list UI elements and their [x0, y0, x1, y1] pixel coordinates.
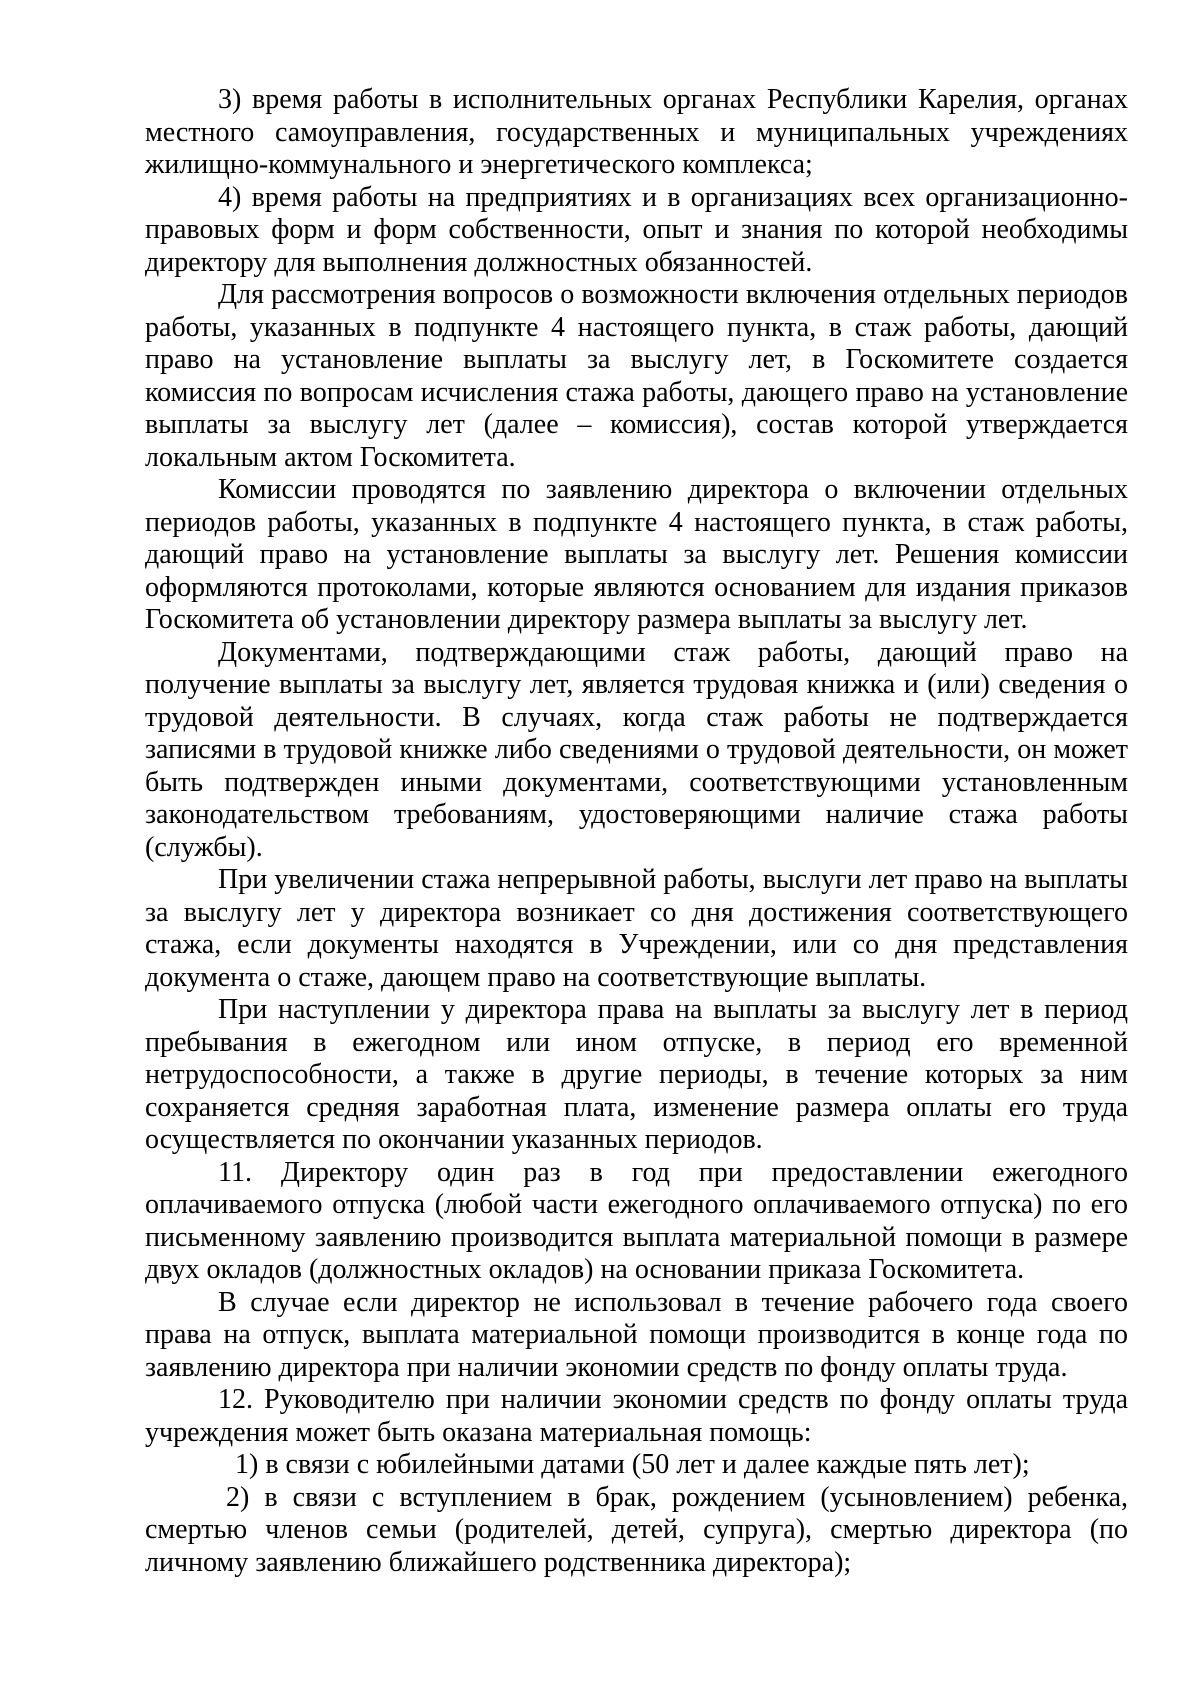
- document-body: [145, 84, 1128, 1579]
- paragraph-clause-11: 11. Директору один раз в год при предоставлении ежегодного оплачиваемого отпуска (любой части ежегодного оплачиваемого отпуска) по его письменному заявлению производится выплата материальной помощи в размере двух окладов (должностных окладов) на основании приказа Госкомитета.: [145, 1156, 1128, 1285]
- paragraph-seniority-increase: При увеличении стажа непрерывной работы, выслуги лет право на выплаты за выслугу лет у директора возникает со дня достижения соответствующего стажа, если документы находятся в Учреждении, или со дня представления документа о стаже, дающем право на соответствующие выплаты.: [145, 864, 1128, 993]
- paragraph-item-3: 3) время работы в исполнительных органах Республики Карелия, органах местного самоуправления, государственных и муниципальных учреждениях жилищно-коммунального и энергетического комплекса;: [145, 84, 1128, 180]
- paragraph-commission-procedure: Комиссии проводятся по заявлению директора о включении отдельных периодов работы, указанных в подпункте 4 настоящего пункта, в стаж работы, дающий право на установление выплаты за выслугу лет. Решения комиссии оформляются протоколами, которые являются основанием для издания приказов Госкомитета об установлении директору размера выплаты за выслугу лет.: [145, 474, 1128, 635]
- paragraph-subitem-2: 2) в связи с вступлением в брак, рождением (усыновлением) ребенка, смертью членов семьи (родителей, детей, супруга), смертью директора (по личному заявлению ближайшего родственника директора);: [145, 1481, 1128, 1578]
- paragraph-item-4: 4) время работы на предприятиях и в организациях всех организационно-правовых форм и форм собственности, опыт и знания по которой необходимы директору для выполнения должностных обязанностей.: [145, 181, 1128, 278]
- paragraph-unused-leave: В случае если директор не использовал в течение рабочего года своего права на отпуск, выплата материальной помощи производится в конце года по заявлению директора при наличии экономии средств по фонду оплаты труда.: [145, 1286, 1128, 1383]
- paragraph-leave-period: При наступлении у директора права на выплаты за выслугу лет в период пребывания в ежегодном или ином отпуске, в период его временной нетрудоспособности, а также в другие периоды, в течение которых за ним сохраняется средняя заработная плата, изменение размера оплаты его труда осуществляется по окончании указанных периодов.: [145, 994, 1128, 1155]
- paragraph-commission-creation: Для рассмотрения вопросов о возможности включения отдельных периодов работы, указанных в подпункте 4 настоящего пункта, в стаж работы, дающий право на установление выплаты за выслугу лет, в Госкомитете создается комиссия по вопросам исчисления стажа работы, дающего право на установление выплаты за выслугу лет (далее – комиссия), состав которой утверждается локальным актом Госкомитета.: [145, 279, 1128, 473]
- paragraph-confirming-documents: Документами, подтверждающими стаж работы, дающий право на получение выплаты за выслугу лет, является трудовая книжка и (или) сведения о трудовой деятельности. В случаях, когда стаж работы не подтверждается записями в трудовой книжке либо сведениями о трудовой деятельности, он может быть подтвержден иными документами, соответствующими установленным законодательством требованиям, удостоверяющими наличие стажа работы (службы).: [145, 636, 1128, 863]
- paragraph-subitem-1: 1) в связи с юбилейными датами (50 лет и далее каждые пять лет);: [235, 1449, 1030, 1480]
- paragraph-clause-12: 12. Руководителю при наличии экономии средств по фонду оплаты труда учреждения может быть оказана материальная помощь:: [145, 1384, 1128, 1448]
